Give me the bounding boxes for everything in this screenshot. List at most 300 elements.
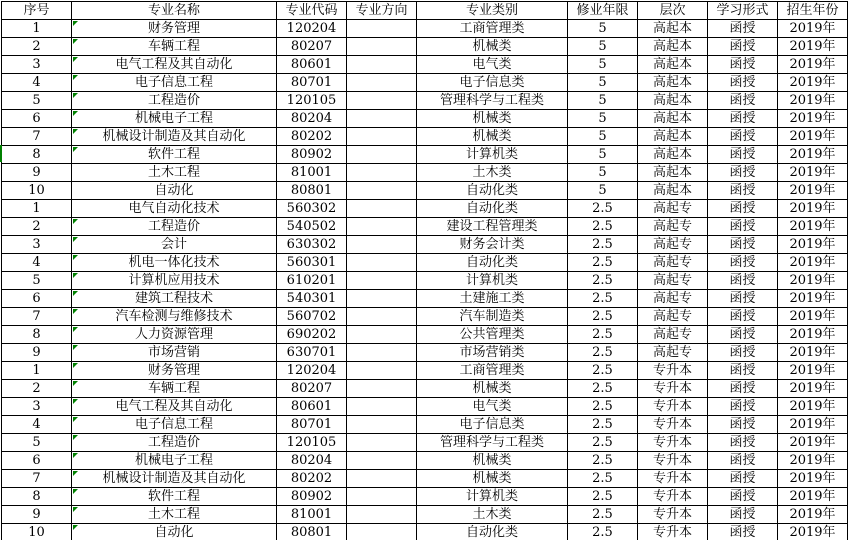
cell-years[interactable]: 5 bbox=[568, 38, 638, 56]
cell-category[interactable]: 土木类 bbox=[417, 164, 568, 182]
cell-direction[interactable] bbox=[347, 416, 417, 434]
cell-years[interactable]: 2.5 bbox=[568, 236, 638, 254]
cell-name[interactable] bbox=[72, 308, 277, 326]
cell-year[interactable]: 2019年 bbox=[778, 272, 848, 290]
cell-direction[interactable] bbox=[347, 74, 417, 92]
cell-years[interactable]: 2.5 bbox=[568, 398, 638, 416]
cell-category[interactable]: 自动化类 bbox=[417, 254, 568, 272]
cell-years[interactable]: 2.5 bbox=[568, 326, 638, 344]
cell-year[interactable]: 2019年 bbox=[778, 308, 848, 326]
cell-code[interactable]: 80902 bbox=[277, 146, 347, 164]
cell-index[interactable]: 6 bbox=[2, 110, 72, 128]
cell-form[interactable]: 函授 bbox=[708, 434, 778, 452]
cell-category[interactable]: 自动化类 bbox=[417, 524, 568, 540]
cell-level[interactable]: 高起专 bbox=[638, 218, 708, 236]
cell-year[interactable]: 2019年 bbox=[778, 182, 848, 200]
cell-years[interactable]: 5 bbox=[568, 146, 638, 164]
cell-direction[interactable] bbox=[347, 308, 417, 326]
cell-year[interactable]: 2019年 bbox=[778, 74, 848, 92]
cell-category[interactable]: 土建施工类 bbox=[417, 290, 568, 308]
cell-form[interactable]: 函授 bbox=[708, 524, 778, 540]
cell-name[interactable] bbox=[72, 488, 277, 506]
cell-year[interactable]: 2019年 bbox=[778, 92, 848, 110]
cell-index[interactable]: 9 bbox=[2, 164, 72, 182]
cell-category[interactable]: 管理科学与工程类 bbox=[417, 434, 568, 452]
cell-direction[interactable] bbox=[347, 290, 417, 308]
cell-years[interactable]: 5 bbox=[568, 110, 638, 128]
col-header-index[interactable]: 序号 bbox=[2, 2, 72, 20]
cell-years[interactable]: 5 bbox=[568, 20, 638, 38]
cell-text: 电子信息工程 bbox=[134, 417, 213, 432]
cell-index[interactable]: 8 bbox=[2, 146, 72, 164]
cell-index[interactable]: 2 bbox=[2, 380, 72, 398]
cell-index[interactable]: 10 bbox=[2, 182, 72, 200]
cell-category[interactable]: 计算机类 bbox=[417, 272, 568, 290]
col-header-study-form[interactable]: 学习形式 bbox=[708, 2, 778, 20]
cell-category[interactable]: 电气类 bbox=[417, 398, 568, 416]
cell-index[interactable]: 3 bbox=[2, 398, 72, 416]
cell-years[interactable]: 2.5 bbox=[568, 506, 638, 524]
cell-year[interactable]: 2019年 bbox=[778, 38, 848, 56]
col-header-major-name[interactable]: 专业名称 bbox=[72, 2, 277, 20]
cell-text: 车辆工程 bbox=[147, 381, 200, 396]
cell-code[interactable]: 80202 bbox=[277, 128, 347, 146]
cell-category[interactable]: 自动化类 bbox=[417, 200, 568, 218]
cell-name[interactable] bbox=[72, 290, 277, 308]
cell-text: 机械电子工程 bbox=[134, 453, 213, 468]
cell-form[interactable]: 函授 bbox=[708, 398, 778, 416]
cell-level[interactable]: 专升本 bbox=[638, 380, 708, 398]
cell-level[interactable]: 高起专 bbox=[638, 272, 708, 290]
cell-form[interactable]: 函授 bbox=[708, 488, 778, 506]
cell-category[interactable]: 机械类 bbox=[417, 470, 568, 488]
cell-level[interactable]: 高起专 bbox=[638, 200, 708, 218]
cell-category[interactable]: 公共管理类 bbox=[417, 326, 568, 344]
table-row bbox=[2, 452, 848, 470]
cell-level[interactable]: 高起本 bbox=[638, 20, 708, 38]
cell-name[interactable] bbox=[72, 326, 277, 344]
cell-direction[interactable] bbox=[347, 182, 417, 200]
cell-category[interactable]: 电子信息类 bbox=[417, 416, 568, 434]
cell-text: 财务管理 bbox=[147, 363, 200, 378]
cell-name[interactable] bbox=[72, 236, 277, 254]
cell-index[interactable]: 1 bbox=[2, 200, 72, 218]
cell-direction[interactable] bbox=[347, 200, 417, 218]
cell-form[interactable]: 函授 bbox=[708, 452, 778, 470]
table-row bbox=[2, 254, 848, 272]
cell-index[interactable]: 7 bbox=[2, 308, 72, 326]
col-header-major-code[interactable]: 专业代码 bbox=[277, 2, 347, 20]
cell-form[interactable]: 函授 bbox=[708, 506, 778, 524]
cell-name[interactable] bbox=[72, 92, 277, 110]
table-row bbox=[2, 92, 848, 110]
cell-index[interactable]: 6 bbox=[2, 290, 72, 308]
cell-years[interactable]: 2.5 bbox=[568, 362, 638, 380]
cell-level[interactable]: 高起本 bbox=[638, 38, 708, 56]
cell-direction[interactable] bbox=[347, 110, 417, 128]
col-header-level[interactable]: 层次 bbox=[638, 2, 708, 20]
cell-text: 工程造价 bbox=[147, 93, 200, 108]
table-row bbox=[2, 218, 848, 236]
cell-years[interactable]: 2.5 bbox=[568, 254, 638, 272]
cell-years[interactable]: 2.5 bbox=[568, 308, 638, 326]
cell-name[interactable] bbox=[72, 128, 277, 146]
cell-form[interactable]: 函授 bbox=[708, 182, 778, 200]
cell-index[interactable]: 10 bbox=[2, 524, 72, 540]
cell-form[interactable]: 函授 bbox=[708, 308, 778, 326]
cell-code[interactable]: 80902 bbox=[277, 488, 347, 506]
table-row bbox=[2, 398, 848, 416]
cell-index[interactable]: 4 bbox=[2, 74, 72, 92]
cell-name[interactable] bbox=[72, 362, 277, 380]
cell-level[interactable]: 高起本 bbox=[638, 146, 708, 164]
cell-level[interactable]: 高起本 bbox=[638, 128, 708, 146]
cell-text: 财务管理 bbox=[147, 21, 200, 36]
cell-name[interactable] bbox=[72, 416, 277, 434]
table-row bbox=[2, 56, 848, 74]
cell-code[interactable]: 80207 bbox=[277, 380, 347, 398]
cell-category[interactable]: 自动化类 bbox=[417, 182, 568, 200]
cell-form[interactable]: 函授 bbox=[708, 272, 778, 290]
cell-code[interactable]: 540301 bbox=[277, 290, 347, 308]
cell-form[interactable]: 函授 bbox=[708, 200, 778, 218]
cell-years[interactable]: 2.5 bbox=[568, 344, 638, 362]
cell-category[interactable]: 财务会计类 bbox=[417, 236, 568, 254]
cell-direction[interactable] bbox=[347, 344, 417, 362]
cell-year[interactable]: 2019年 bbox=[778, 236, 848, 254]
cell-index[interactable]: 8 bbox=[2, 488, 72, 506]
cell-year[interactable]: 2019年 bbox=[778, 398, 848, 416]
cell-name[interactable] bbox=[72, 524, 277, 540]
cell-code[interactable]: 560702 bbox=[277, 308, 347, 326]
cell-years[interactable]: 2.5 bbox=[568, 524, 638, 540]
cell-years[interactable]: 2.5 bbox=[568, 488, 638, 506]
cell-years[interactable]: 5 bbox=[568, 56, 638, 74]
table-row bbox=[2, 128, 848, 146]
cell-code[interactable]: 80701 bbox=[277, 74, 347, 92]
table-row bbox=[2, 344, 848, 362]
cell-year[interactable]: 2019年 bbox=[778, 488, 848, 506]
cell-index[interactable]: 4 bbox=[2, 254, 72, 272]
cell-level[interactable]: 高起专 bbox=[638, 326, 708, 344]
cell-direction[interactable] bbox=[347, 452, 417, 470]
cell-direction[interactable] bbox=[347, 164, 417, 182]
cell-form[interactable]: 函授 bbox=[708, 254, 778, 272]
cell-year[interactable]: 2019年 bbox=[778, 326, 848, 344]
cell-index[interactable]: 2 bbox=[2, 38, 72, 56]
cell-form[interactable]: 函授 bbox=[708, 326, 778, 344]
cell-name[interactable] bbox=[72, 398, 277, 416]
cell-index[interactable]: 7 bbox=[2, 128, 72, 146]
cell-category[interactable]: 机械类 bbox=[417, 38, 568, 56]
cell-form[interactable]: 函授 bbox=[708, 362, 778, 380]
cell-level[interactable]: 专升本 bbox=[638, 398, 708, 416]
cell-code[interactable]: 80801 bbox=[277, 524, 347, 540]
cell-code[interactable]: 80204 bbox=[277, 110, 347, 128]
cell-years[interactable]: 5 bbox=[568, 128, 638, 146]
cell-code[interactable]: 120204 bbox=[277, 362, 347, 380]
cell-text: 电气工程及其自动化 bbox=[115, 399, 233, 414]
cell-level[interactable]: 高起本 bbox=[638, 110, 708, 128]
cell-category[interactable]: 汽车制造类 bbox=[417, 308, 568, 326]
cell-index[interactable]: 5 bbox=[2, 434, 72, 452]
cell-form[interactable]: 函授 bbox=[708, 74, 778, 92]
cell-year[interactable]: 2019年 bbox=[778, 290, 848, 308]
cell-index[interactable]: 9 bbox=[2, 344, 72, 362]
cell-category[interactable]: 计算机类 bbox=[417, 146, 568, 164]
cell-direction[interactable] bbox=[347, 20, 417, 38]
cell-category[interactable]: 机械类 bbox=[417, 452, 568, 470]
cell-name[interactable] bbox=[72, 272, 277, 290]
cell-text: 市场营销 bbox=[147, 345, 200, 360]
cell-level[interactable]: 高起本 bbox=[638, 164, 708, 182]
cell-code[interactable]: 630701 bbox=[277, 344, 347, 362]
cell-year[interactable]: 2019年 bbox=[778, 146, 848, 164]
cell-direction[interactable] bbox=[347, 488, 417, 506]
cell-name[interactable] bbox=[72, 56, 277, 74]
error-flag-icon bbox=[73, 57, 78, 62]
cell-year[interactable]: 2019年 bbox=[778, 254, 848, 272]
cell-code[interactable]: 690202 bbox=[277, 326, 347, 344]
cell-direction[interactable] bbox=[347, 506, 417, 524]
error-flag-icon bbox=[73, 363, 78, 368]
cell-text: 机械设计制造及其自动化 bbox=[102, 129, 246, 144]
cell-category[interactable]: 管理科学与工程类 bbox=[417, 92, 568, 110]
cell-name[interactable] bbox=[72, 470, 277, 488]
cell-level[interactable]: 高起专 bbox=[638, 236, 708, 254]
cell-level[interactable]: 专升本 bbox=[638, 452, 708, 470]
cell-form[interactable]: 函授 bbox=[708, 128, 778, 146]
cell-form[interactable]: 函授 bbox=[708, 146, 778, 164]
cell-category[interactable]: 电子信息类 bbox=[417, 74, 568, 92]
cell-index[interactable]: 1 bbox=[2, 362, 72, 380]
error-flag-icon bbox=[73, 507, 78, 512]
cell-form[interactable]: 函授 bbox=[708, 416, 778, 434]
cell-code[interactable]: 80202 bbox=[277, 470, 347, 488]
cell-index[interactable]: 4 bbox=[2, 416, 72, 434]
cell-code[interactable]: 540502 bbox=[277, 218, 347, 236]
cell-years[interactable]: 5 bbox=[568, 74, 638, 92]
cell-name[interactable] bbox=[72, 146, 277, 164]
cell-name[interactable] bbox=[72, 506, 277, 524]
cell-level[interactable]: 专升本 bbox=[638, 362, 708, 380]
cell-year[interactable]: 2019年 bbox=[778, 524, 848, 540]
cell-name[interactable] bbox=[72, 344, 277, 362]
cell-year[interactable]: 2019年 bbox=[778, 470, 848, 488]
cell-code[interactable]: 81001 bbox=[277, 164, 347, 182]
cell-index[interactable]: 5 bbox=[2, 92, 72, 110]
cell-category[interactable]: 机械类 bbox=[417, 380, 568, 398]
table-row bbox=[2, 434, 848, 452]
cell-name[interactable] bbox=[72, 110, 277, 128]
cell-direction[interactable] bbox=[347, 92, 417, 110]
cell-year[interactable]: 2019年 bbox=[778, 200, 848, 218]
cell-name[interactable] bbox=[72, 74, 277, 92]
cell-index[interactable]: 9 bbox=[2, 506, 72, 524]
cell-category[interactable]: 工商管理类 bbox=[417, 362, 568, 380]
col-header-study-years[interactable]: 修业年限 bbox=[568, 2, 638, 20]
cell-form[interactable]: 函授 bbox=[708, 380, 778, 398]
cell-years[interactable]: 2.5 bbox=[568, 470, 638, 488]
cell-years[interactable]: 2.5 bbox=[568, 434, 638, 452]
cell-name[interactable] bbox=[72, 20, 277, 38]
cell-direction[interactable] bbox=[347, 272, 417, 290]
cell-year[interactable]: 2019年 bbox=[778, 128, 848, 146]
cell-code[interactable]: 120105 bbox=[277, 434, 347, 452]
cell-direction[interactable] bbox=[347, 524, 417, 540]
cell-category[interactable]: 机械类 bbox=[417, 128, 568, 146]
cell-form[interactable]: 函授 bbox=[708, 344, 778, 362]
cell-direction[interactable] bbox=[347, 254, 417, 272]
cell-code[interactable]: 80207 bbox=[277, 38, 347, 56]
cell-direction[interactable] bbox=[347, 380, 417, 398]
cell-form[interactable]: 函授 bbox=[708, 236, 778, 254]
cell-index[interactable]: 5 bbox=[2, 272, 72, 290]
table-row bbox=[2, 326, 848, 344]
cell-code[interactable]: 80601 bbox=[277, 398, 347, 416]
cell-year[interactable]: 2019年 bbox=[778, 434, 848, 452]
cell-code[interactable]: 560302 bbox=[277, 200, 347, 218]
cell-category[interactable]: 电气类 bbox=[417, 56, 568, 74]
cell-years[interactable]: 2.5 bbox=[568, 218, 638, 236]
cell-years[interactable]: 5 bbox=[568, 164, 638, 182]
cell-level[interactable]: 专升本 bbox=[638, 416, 708, 434]
cell-code[interactable]: 120105 bbox=[277, 92, 347, 110]
cell-years[interactable]: 5 bbox=[568, 182, 638, 200]
cell-form[interactable]: 函授 bbox=[708, 110, 778, 128]
cell-category[interactable]: 土木类 bbox=[417, 506, 568, 524]
cell-direction[interactable] bbox=[347, 236, 417, 254]
cell-index[interactable]: 3 bbox=[2, 56, 72, 74]
cell-name[interactable] bbox=[72, 38, 277, 56]
col-header-enroll-year[interactable]: 招生年份 bbox=[778, 2, 848, 20]
cell-form[interactable]: 函授 bbox=[708, 470, 778, 488]
cell-text: 人力资源管理 bbox=[134, 327, 213, 342]
cell-code[interactable]: 81001 bbox=[277, 506, 347, 524]
cell-form[interactable]: 函授 bbox=[708, 290, 778, 308]
cell-level[interactable]: 专升本 bbox=[638, 506, 708, 524]
cell-year[interactable]: 2019年 bbox=[778, 362, 848, 380]
table-row bbox=[2, 74, 848, 92]
cell-form[interactable]: 函授 bbox=[708, 38, 778, 56]
cell-years[interactable]: 2.5 bbox=[568, 200, 638, 218]
cell-form[interactable]: 函授 bbox=[708, 218, 778, 236]
cell-name[interactable] bbox=[72, 254, 277, 272]
cell-index[interactable]: 2 bbox=[2, 218, 72, 236]
cell-name[interactable]: 自动化 bbox=[72, 182, 277, 200]
cell-year[interactable]: 2019年 bbox=[778, 380, 848, 398]
cell-level[interactable]: 高起本 bbox=[638, 182, 708, 200]
cell-form[interactable]: 函授 bbox=[708, 92, 778, 110]
cell-form[interactable]: 函授 bbox=[708, 164, 778, 182]
cell-years[interactable]: 5 bbox=[568, 92, 638, 110]
cell-index[interactable]: 6 bbox=[2, 452, 72, 470]
cell-name[interactable]: 电气自动化技术 bbox=[72, 200, 277, 218]
cell-text: 电子信息工程 bbox=[134, 75, 213, 90]
cell-years[interactable]: 2.5 bbox=[568, 416, 638, 434]
cell-year[interactable]: 2019年 bbox=[778, 110, 848, 128]
cell-name[interactable] bbox=[72, 434, 277, 452]
cell-code[interactable]: 120204 bbox=[277, 20, 347, 38]
cell-direction[interactable] bbox=[347, 128, 417, 146]
cell-name[interactable] bbox=[72, 452, 277, 470]
cell-level[interactable]: 专升本 bbox=[638, 524, 708, 540]
cell-level[interactable]: 高起专 bbox=[638, 254, 708, 272]
cell-year[interactable]: 2019年 bbox=[778, 416, 848, 434]
cell-years[interactable]: 2.5 bbox=[568, 380, 638, 398]
cell-year[interactable]: 2019年 bbox=[778, 20, 848, 38]
cell-category[interactable]: 工商管理类 bbox=[417, 20, 568, 38]
cell-category[interactable]: 市场营销类 bbox=[417, 344, 568, 362]
cell-name[interactable] bbox=[72, 218, 277, 236]
cell-direction[interactable] bbox=[347, 362, 417, 380]
cell-text: 机电一体化技术 bbox=[128, 255, 220, 270]
row-edge-marker bbox=[0, 145, 2, 162]
cell-direction[interactable] bbox=[347, 398, 417, 416]
cell-code[interactable]: 560301 bbox=[277, 254, 347, 272]
cell-direction[interactable] bbox=[347, 326, 417, 344]
cell-direction[interactable] bbox=[347, 56, 417, 74]
cell-year[interactable]: 2019年 bbox=[778, 344, 848, 362]
cell-code[interactable]: 80701 bbox=[277, 416, 347, 434]
col-header-major-category[interactable]: 专业类别 bbox=[417, 2, 568, 20]
cell-level[interactable]: 专升本 bbox=[638, 488, 708, 506]
cell-direction[interactable] bbox=[347, 38, 417, 56]
cell-years[interactable]: 2.5 bbox=[568, 272, 638, 290]
cell-direction[interactable] bbox=[347, 470, 417, 488]
cell-form[interactable]: 函授 bbox=[708, 56, 778, 74]
cell-direction[interactable] bbox=[347, 146, 417, 164]
table-row bbox=[2, 146, 848, 164]
cell-years[interactable]: 2.5 bbox=[568, 290, 638, 308]
cell-index[interactable]: 1 bbox=[2, 20, 72, 38]
cell-years[interactable]: 2.5 bbox=[568, 452, 638, 470]
cell-name[interactable]: 土木工程 bbox=[72, 164, 277, 182]
cell-category[interactable]: 建设工程管理类 bbox=[417, 218, 568, 236]
cell-year[interactable]: 2019年 bbox=[778, 164, 848, 182]
cell-code[interactable]: 630302 bbox=[277, 236, 347, 254]
cell-level[interactable]: 高起本 bbox=[638, 56, 708, 74]
cell-code[interactable]: 80601 bbox=[277, 56, 347, 74]
cell-index[interactable]: 8 bbox=[2, 326, 72, 344]
cell-level[interactable]: 高起专 bbox=[638, 344, 708, 362]
error-flag-icon bbox=[73, 309, 78, 314]
cell-level[interactable]: 专升本 bbox=[638, 470, 708, 488]
cell-name[interactable] bbox=[72, 380, 277, 398]
col-header-major-direction[interactable]: 专业方向 bbox=[347, 2, 417, 20]
cell-code[interactable]: 80801 bbox=[277, 182, 347, 200]
cell-direction[interactable] bbox=[347, 218, 417, 236]
cell-level[interactable]: 高起专 bbox=[638, 290, 708, 308]
cell-year[interactable]: 2019年 bbox=[778, 506, 848, 524]
cell-code[interactable]: 80204 bbox=[277, 452, 347, 470]
cell-level[interactable]: 高起专 bbox=[638, 308, 708, 326]
cell-direction[interactable] bbox=[347, 434, 417, 452]
cell-level[interactable]: 高起本 bbox=[638, 92, 708, 110]
cell-year[interactable]: 2019年 bbox=[778, 56, 848, 74]
cell-year[interactable]: 2019年 bbox=[778, 452, 848, 470]
cell-level[interactable]: 专升本 bbox=[638, 434, 708, 452]
cell-year[interactable]: 2019年 bbox=[778, 218, 848, 236]
cell-category[interactable]: 机械类 bbox=[417, 110, 568, 128]
cell-form[interactable]: 函授 bbox=[708, 20, 778, 38]
cell-index[interactable]: 3 bbox=[2, 236, 72, 254]
cell-index[interactable]: 7 bbox=[2, 470, 72, 488]
cell-level[interactable]: 高起本 bbox=[638, 74, 708, 92]
error-flag-icon bbox=[73, 219, 78, 224]
cell-code[interactable]: 610201 bbox=[277, 272, 347, 290]
cell-category[interactable]: 计算机类 bbox=[417, 488, 568, 506]
